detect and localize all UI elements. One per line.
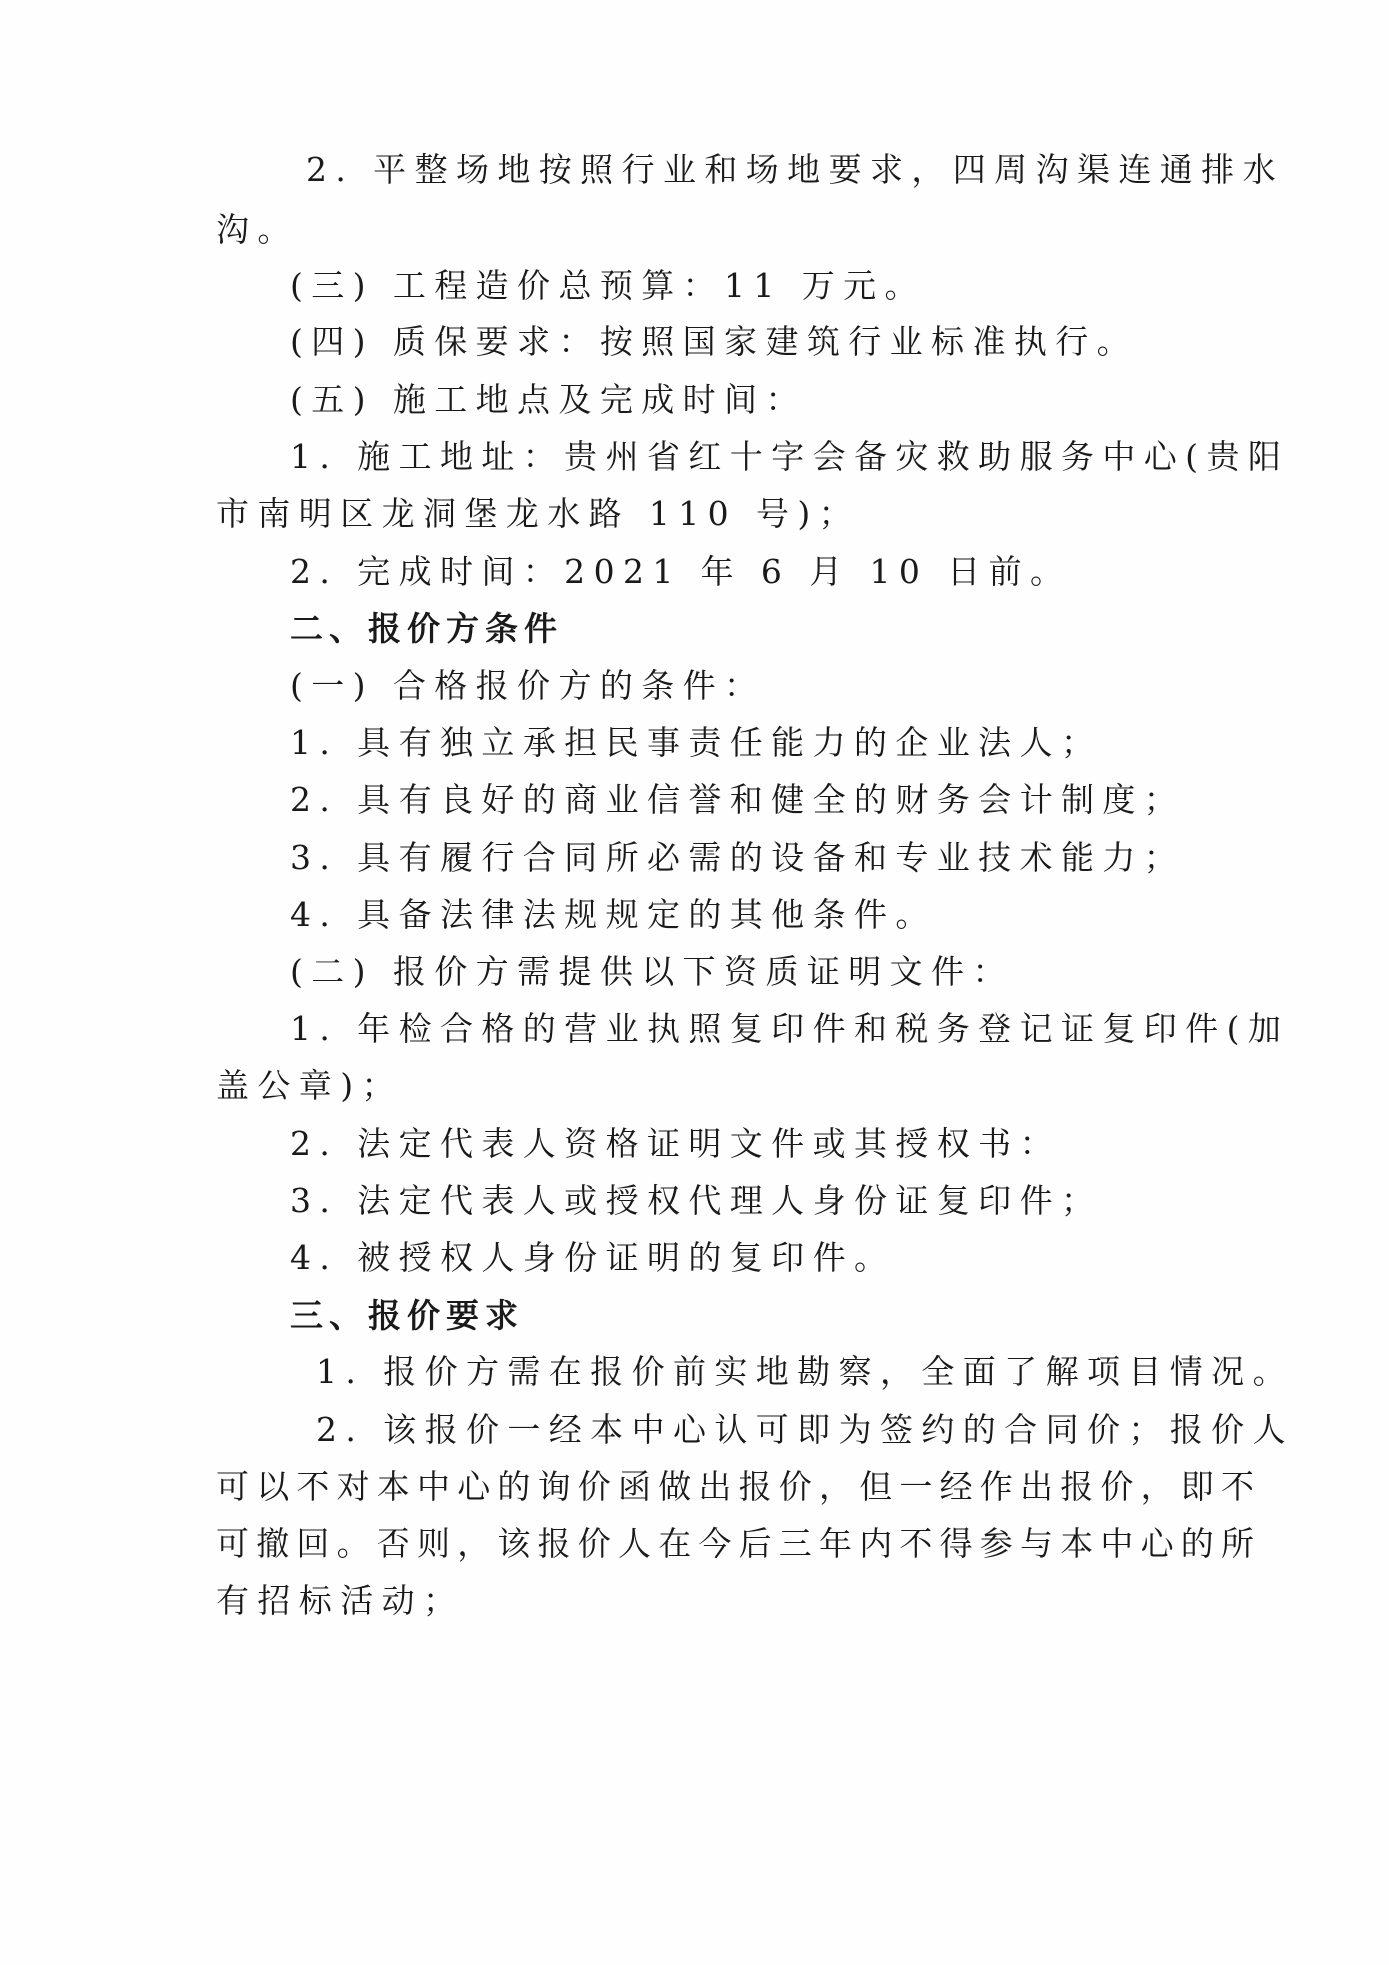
text-line: 盖公章)； (216, 1066, 403, 1105)
section-heading: 二、报价方条件 (290, 609, 563, 648)
text-line: 4. 被授权人身份证明的复印件。 (290, 1238, 896, 1277)
text-line: (一) 合格报价方的条件： (290, 666, 766, 705)
text-line: 可以不对本中心的询价函做出报价，但一经作出报价，即不 (216, 1467, 1262, 1506)
text-line: 沟。 (216, 210, 299, 249)
text-line: 3. 法定代表人或授权代理人身份证复印件； (290, 1181, 1103, 1220)
text-line: 1. 施工地址：贵州省红十字会备灾救助服务中心(贵阳 (290, 437, 1290, 476)
text-line: 1. 具有独立承担民事责任能力的企业法人； (290, 723, 1103, 762)
text-line: 市南明区龙洞堡龙水路 110 号)； (216, 494, 861, 533)
text-line: 2. 具有良好的商业信誉和健全的财务会计制度； (290, 780, 1186, 819)
text-line: 2. 完成时间：2021 年 6 月 10 日前。 (290, 552, 1072, 591)
text-line: 4. 具备法律法规规定的其他条件。 (290, 895, 937, 934)
text-line: 2. 该报价一经本中心认可即为签约的合同价；报价人 (316, 1410, 1294, 1449)
text-line: (二) 报价方需提供以下资质证明文件： (290, 952, 1014, 991)
text-line: 2. 法定代表人资格证明文件或其授权书： (290, 1124, 1061, 1163)
text-line: 3. 具有履行合同所必需的设备和专业技术能力； (290, 838, 1186, 877)
text-line: 1. 年检合格的营业执照复印件和税务登记证复印件(加 (290, 1009, 1290, 1048)
text-line: 1. 报价方需在报价前实地勘察，全面了解项目情况。 (316, 1352, 1294, 1391)
text-line: (四) 质保要求：按照国家建筑行业标准执行。 (290, 322, 1139, 361)
section-heading: 三、报价要求 (290, 1296, 524, 1335)
text-line: 可撤回。否则，该报价人在今后三年内不得参与本中心的所 (216, 1524, 1262, 1563)
text-line: 有招标活动； (216, 1581, 465, 1620)
text-line: (五) 施工地点及完成时间： (290, 380, 807, 419)
text-line: 2. 平整场地按照行业和场地要求，四周沟渠连通排水 (306, 150, 1284, 189)
text-line: (三) 工程造价总预算：11 万元。 (290, 266, 926, 305)
